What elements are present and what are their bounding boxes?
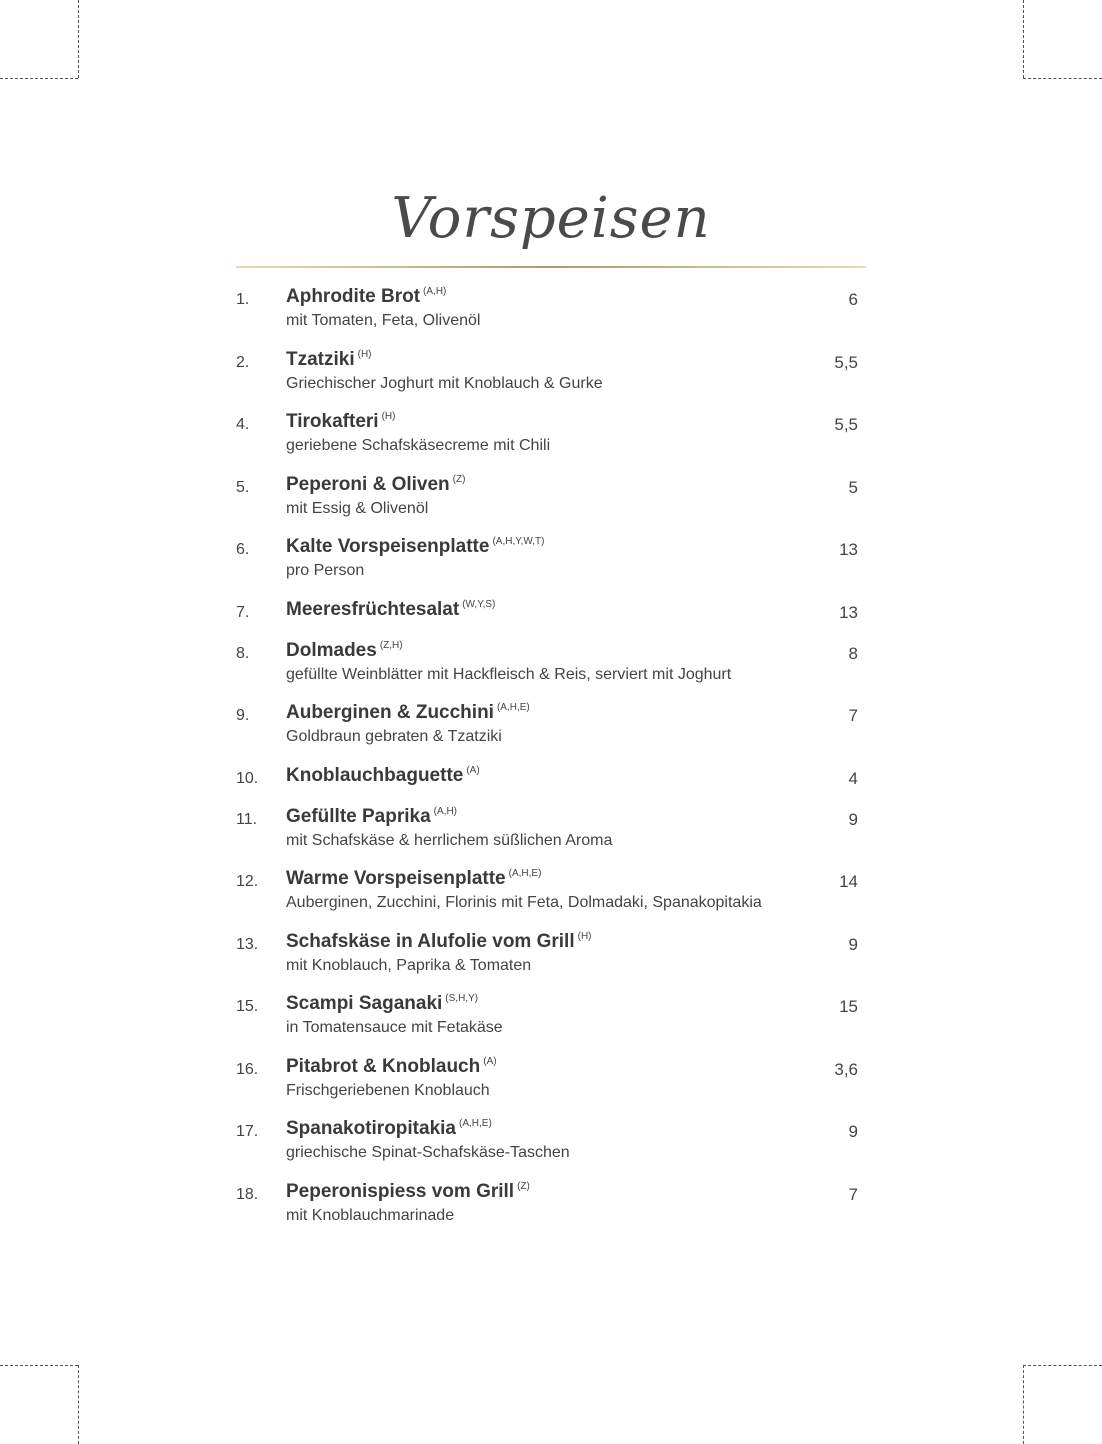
menu-item-allergens: (Z) — [517, 1180, 530, 1192]
menu-item — [236, 536, 866, 599]
menu-item — [236, 806, 866, 869]
menu-item-allergens: (H) — [357, 348, 372, 360]
menu-item-name-line — [286, 702, 530, 724]
crop-mark-top-left-horizontal — [0, 78, 78, 79]
menu-item — [236, 931, 866, 994]
menu-item-name-line — [286, 474, 465, 496]
crop-mark-bottom-left-vertical — [78, 1365, 79, 1444]
menu-item-price: 5 — [848, 477, 858, 497]
menu-item-name: Aphrodite Brot — [286, 286, 421, 307]
menu-item-number: 7. — [236, 603, 250, 621]
menu-item-name: Peperonispiess vom Grill — [286, 1180, 515, 1202]
crop-mark-bottom-right-vertical — [1023, 1365, 1024, 1444]
menu-item-price: 5,5 — [834, 415, 858, 434]
crop-mark-bottom-right-horizontal — [1023, 1365, 1102, 1366]
menu-item-name: Tzatziki — [286, 348, 355, 370]
menu-item-allergens: (W,Y,S) — [462, 598, 496, 610]
menu-item-price: 7 — [848, 1184, 858, 1204]
menu-item-name-line — [286, 536, 544, 558]
menu-item-name: Pitabrot & Knoblauch — [286, 1055, 481, 1077]
menu-item-name-line — [286, 411, 395, 433]
menu-item-allergens: (A,H,E) — [496, 702, 530, 713]
menu-item-name-line — [286, 1118, 492, 1140]
menu-item-allergens: (Z,H) — [379, 639, 403, 651]
menu-item-description: Frischgeriebenen Knoblauch — [286, 1081, 490, 1099]
menu-item-name-line — [286, 931, 592, 953]
crop-mark-top-right-horizontal — [1023, 78, 1102, 79]
menu-item-description: griechische Spinat-Schafskäse-Taschen — [286, 1144, 570, 1161]
menu-item-number: 12. — [236, 873, 259, 890]
title-divider — [236, 266, 866, 268]
menu-item-number: 8. — [236, 644, 250, 662]
menu-item-number: 18. — [236, 1185, 259, 1203]
menu-item-description: in Tomatensauce mit Fetakäse — [286, 1019, 503, 1036]
menu-item-description: Goldbraun gebraten & Tzatziki — [286, 728, 502, 745]
menu-item-number: 11. — [236, 810, 258, 828]
menu-item-allergens: (A) — [483, 1055, 497, 1067]
menu-item — [236, 286, 866, 349]
menu-item-name-line — [286, 599, 495, 621]
menu-item-name-line — [286, 286, 446, 308]
menu-item-price: 9 — [848, 1122, 858, 1141]
menu-item-allergens: (H) — [577, 930, 592, 942]
menu-item-name-line — [286, 1181, 530, 1203]
menu-item-name-line — [286, 1056, 497, 1078]
menu-item-description: mit Schafskäse & herrlichem süßlichen Aroma — [286, 831, 613, 849]
menu-item-allergens: (A,H,E) — [459, 1118, 492, 1129]
menu-item-description: mit Essig & Olivenöl — [286, 499, 429, 517]
menu-item-allergens: (A,H) — [433, 805, 458, 817]
menu-item-allergens: (S,H,Y) — [445, 993, 479, 1004]
menu-item — [236, 1056, 866, 1119]
menu-item-allergens: (A,H,E) — [508, 868, 542, 879]
menu-item — [236, 1181, 866, 1244]
menu-item-price: 4 — [848, 768, 858, 788]
menu-item-name: Dolmades — [286, 639, 377, 661]
menu-item-number: 10. — [236, 769, 259, 787]
crop-mark-top-left-vertical — [78, 0, 79, 78]
menu-item-price: 13 — [839, 602, 858, 622]
menu-item-price: 9 — [848, 934, 858, 954]
menu-item-name-line — [286, 640, 403, 662]
menu-item — [236, 411, 866, 474]
menu-item-name: Tirokafteri — [286, 411, 379, 432]
menu-item-name: Schafskäse in Alufolie vom Grill — [286, 930, 575, 952]
menu-item-number: 2. — [236, 353, 250, 371]
menu-list — [236, 286, 866, 1243]
menu-item-description: mit Knoblauchmarinade — [286, 1206, 455, 1224]
menu-item — [236, 1118, 866, 1181]
menu-item — [236, 599, 866, 640]
menu-item-name-line — [286, 993, 478, 1015]
menu-item-number: 4. — [236, 416, 250, 433]
menu-item — [236, 702, 866, 765]
menu-item-number: 16. — [236, 1060, 259, 1078]
menu-item-price: 6 — [848, 290, 858, 309]
menu-item-name: Gefüllte Paprika — [286, 805, 431, 827]
menu-item-number: 6. — [236, 541, 250, 558]
menu-item-name: Meeresfrüchtesalat — [286, 598, 460, 620]
menu-item-allergens: (A) — [466, 764, 480, 776]
menu-item-price: 7 — [848, 706, 858, 725]
menu-item-number: 15. — [236, 998, 259, 1015]
menu-item-price: 9 — [848, 809, 858, 829]
menu-item — [236, 868, 866, 931]
menu-item-number: 9. — [236, 707, 250, 724]
menu-item-description: geriebene Schafskäsecreme mit Chili — [286, 437, 551, 454]
menu-item-price: 13 — [839, 540, 858, 559]
menu-item-number: 13. — [236, 935, 259, 953]
menu-item-description: gefüllte Weinblätter mit Hackfleisch & Reis, serviert mit Joghurt — [286, 665, 732, 683]
menu-item-number: 5. — [236, 478, 250, 496]
menu-item-name: Kalte Vorspeisenplatte — [286, 536, 490, 557]
menu-item-price: 15 — [839, 997, 858, 1016]
menu-item-price: 3,6 — [834, 1059, 858, 1079]
menu-item — [236, 349, 866, 412]
menu-item-name-line — [286, 806, 457, 828]
menu-item — [236, 640, 866, 703]
menu-item-description: pro Person — [286, 562, 365, 579]
crop-mark-top-right-vertical — [1023, 0, 1024, 78]
menu-item-name: Peperoni & Oliven — [286, 473, 450, 495]
menu-item-number: 1. — [236, 291, 250, 308]
menu-item-name: Knoblauchbaguette — [286, 764, 464, 786]
menu-item — [236, 474, 866, 537]
menu-item-name: Spanakotiropitakia — [286, 1118, 456, 1139]
menu-item-price: 14 — [839, 872, 858, 891]
menu-item-allergens: (H) — [381, 411, 396, 422]
menu-item — [236, 765, 866, 806]
menu-item-name-line — [286, 765, 480, 787]
menu-item-description: Griechischer Joghurt mit Knoblauch & Gurke — [286, 374, 603, 392]
menu-item-allergens: (A,H) — [423, 286, 447, 297]
menu-item-description: mit Tomaten, Feta, Olivenöl — [286, 312, 481, 329]
menu-item-number: 17. — [236, 1123, 259, 1140]
crop-mark-bottom-left-horizontal — [0, 1365, 78, 1366]
menu-item — [236, 993, 866, 1056]
menu-item-name: Auberginen & Zucchini — [286, 702, 494, 723]
menu-item-name: Scampi Saganaki — [286, 993, 443, 1014]
page-title: Vorspeisen — [391, 186, 711, 251]
menu-item-price: 8 — [848, 643, 858, 663]
menu-item-name-line — [286, 349, 372, 371]
menu-item-allergens: (A,H,Y,W,T) — [492, 536, 545, 547]
menu-item-name-line — [286, 868, 541, 890]
menu-item-allergens: (Z) — [452, 473, 466, 485]
menu-item-description: Auberginen, Zucchini, Florinis mit Feta, Dolmadaki, Spanakopitakia — [286, 894, 762, 911]
menu-item-price: 5,5 — [834, 352, 858, 372]
menu-item-description: mit Knoblauch, Paprika & Tomaten — [286, 956, 532, 974]
menu-item-name: Warme Vorspeisenplatte — [286, 868, 506, 889]
